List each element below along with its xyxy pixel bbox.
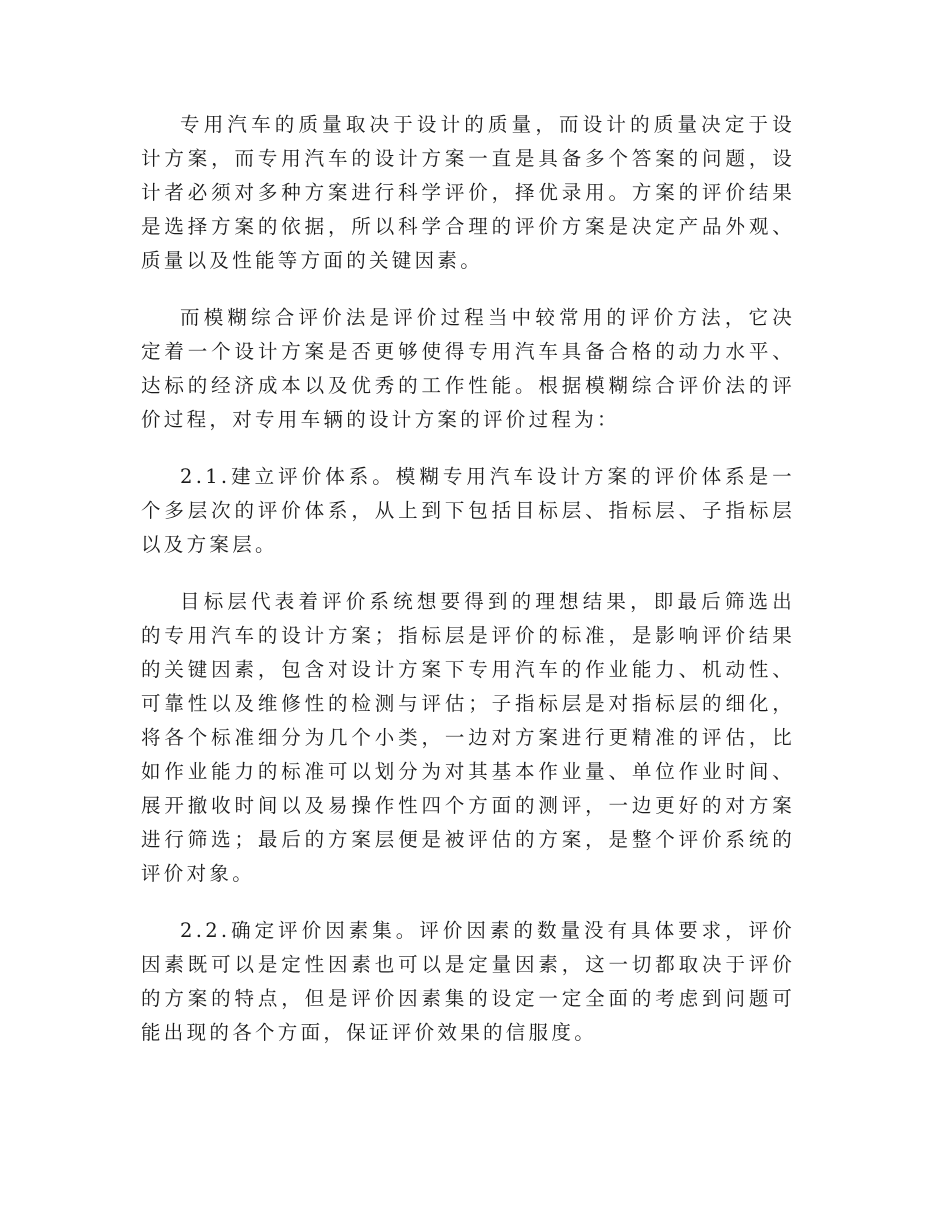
paragraph-layers-description: 目标层代表着评价系统想要得到的理想结果，即最后筛选出的专用汽车的设计方案；指标层是评价的标准，是影响评价结果的关键因素，包含对设计方案下专用汽车的作业能力、机动性、可靠性以及维修性的检测与评估；子指标层是对指标层的细化，将各个标准细分为几个小类，一边对方案进行更精准的评估，比如作业能力的标准可以划分为对其基本作业量、单位作业时间、展开撤收时间以及易操作性四个方面的测评，一边更好的对方案进行筛选；最后的方案层便是被评估的方案，是整个评价系统的评价对象。 xyxy=(141,590,795,885)
paragraph-section-2-1: 2.1.建立评价体系。模糊专用汽车设计方案的评价体系是一个多层次的评价体系，从上到下包括目标层、指标层、子指标层以及方案层。 xyxy=(141,465,795,556)
document-body xyxy=(141,108,795,1073)
paragraph-quality-design: 专用汽车的质量取决于设计的质量，而设计的质量决定于设计方案，而专用汽车的设计方案一直是具备多个答案的问题，设计者必须对多种方案进行科学评价，择优录用。方案的评价结果是选择方案的依据，所以科学合理的评价方案是决定产品外观、质量以及性能等方面的关键因素。 xyxy=(141,113,795,272)
paragraph-section-2-2: 2.2.确定评价因素集。评价因素的数量没有具体要求，评价因素既可以是定性因素也可以是定量因素，这一切都取决于评价的方案的特点，但是评价因素集的设定一定全面的考虑到问题可能出现的各个方面，保证评价效果的信服度。 xyxy=(141,919,795,1044)
paragraph-fuzzy-evaluation: 而模糊综合评价法是评价过程当中较常用的评价方法，它决定着一个设计方案是否更够使得专用汽车具备合格的动力水平、达标的经济成本以及优秀的工作性能。根据模糊综合评价法的评价过程，对专用车辆的设计方案的评价过程为： xyxy=(141,306,795,431)
